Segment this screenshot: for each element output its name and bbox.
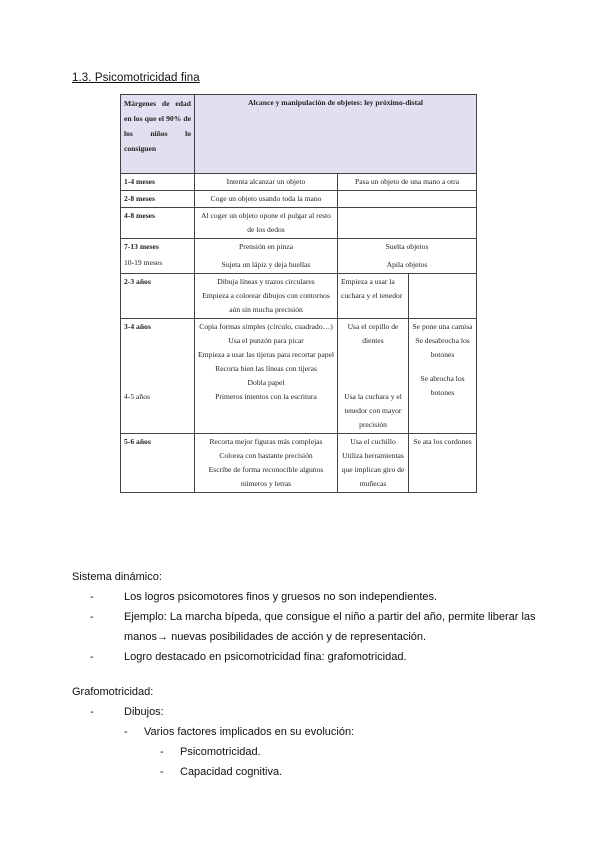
development-table [120,94,477,493]
table-row: 7-13 meses 10-19 meses Prensión en pinza Sujeta un lápiz y deja huellas Suelta objetos Apila objetos [121,239,477,274]
sistema-heading: Sistema dinámico: [72,571,162,583]
list-item: - Ejemplo: La marcha bípeda, que consigue el niño a partir del año, permite liberar las [90,611,536,623]
grafomotricidad-section [72,682,354,782]
table-row: 2-3 años Dibuja líneas y trazos circulares Empieza a colorear dibujos con contornos aún sin mucha precisión Empieza a usar la cuchara y el tenedor [121,274,477,319]
list-item: - Capacidad cognitiva. [160,766,283,778]
section-title: 1.3. Psicomotricidad fina [72,72,200,84]
list-item: - Logro destacado en psicomotricidad fina: grafomotricidad. [90,651,407,663]
table-header-row [121,95,477,174]
list-item: - Psicomotricidad. [160,746,261,758]
table-row: 5-6 años Recorta mejor figuras más complejas Colorea con bastante precisión Escribe de forma reconocible algunos números y letras Usa el cuchillo Utiliza herramientas que implican giro de muñecas Se ata los cordones [121,434,477,493]
list-item-continuation: manos→ nuevas posibilidades de acción y de representación. [124,631,427,643]
sistema-section [72,567,536,667]
header-reach-manipulation: Alcance y manipulación de objetes: ley próximo-distal [195,95,477,174]
table-row: 1-4 meses Intenta alcanzar un objeto Pasa un objeto de una mano a otra [121,174,477,191]
list-item: - Dibujos: [90,706,164,718]
list-item: - Los logros psicomotores finos y gruesos no son independientes. [90,591,438,603]
grafomotricidad-heading: Grafomotricidad: [72,686,154,698]
table-row: 3-4 años 4-5 años Copia formas simples (círculo, cuadrado…) Usa el punzón para picar Empieza a usar las tijeras para recortar papel Recorta bien las líneas con tijeras Dobla papel Primeros intentos con la escritura Usa el cepillo de dientes Usa la cuchara y el tenedor con mayor precisión Se pone una camisa Se desabrocha los botones Se abrocha los botones [121,319,477,434]
table-row: 2-8 meses Coge un objeto usando toda la mano [121,191,477,208]
table-row: 4-8 meses Al coger un objeto opone el pulgar al resto de los dedos [121,208,477,239]
list-item: - Varios factores implicados en su evolución: [124,726,355,738]
header-age-margin: Márgenes de edad en los que el 90% de los niños lo consiguen [121,95,195,174]
